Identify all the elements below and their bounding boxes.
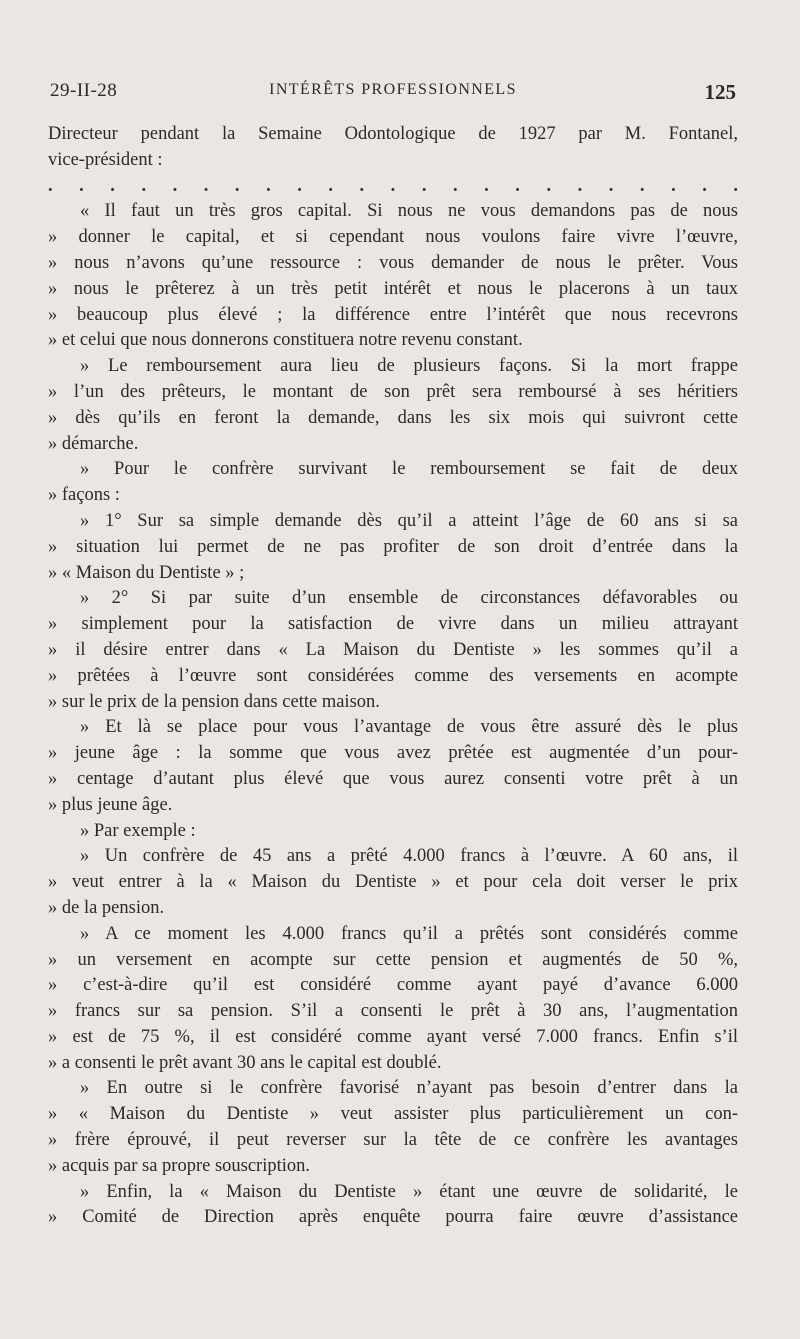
text-line: » façons : [48,485,120,506]
text-line: » « Maison du Dentiste » veut assister plus particulièrement un con- [48,1104,738,1125]
text-line: Directeur pendant la Semaine Odontologique de 1927 par M. Fontanel, [48,124,738,144]
text-line: » et celui que nous donnerons constituera notre revenu constant. [48,330,523,351]
text-line: » un versement en acompte sur cette pension et augmentés de 50 %, [48,949,738,970]
text-line: » sur le prix de la pension dans cette maison. [48,691,380,712]
text-line: » situation lui permet de ne pas profiter de son droit d’entrée dans la [48,536,738,557]
text-line: » est de 75 %, il est considéré comme ayant versé 7.000 francs. Enfin s’il [48,1026,738,1047]
text-line: » Pour le confrère survivant le remboursement se fait de deux [80,459,738,480]
text-line: » En outre si le confrère favorisé n’ayant pas besoin d’entrer dans la [80,1078,738,1099]
text-line: » Le remboursement aura lieu de plusieurs façons. Si la mort frappe [80,356,738,377]
text-line: » acquis par sa propre souscription. [48,1155,311,1176]
body-text [48,122,738,1231]
text-line: » c’est-à-dire qu’il est considéré comme ayant payé d’avance 6.000 [48,975,738,996]
text-line: » 1° Sur sa simple demande dès qu’il a atteint l’âge de 60 ans si sa [80,510,738,531]
text-line: » nous le prêterez à un très petit intérêt et nous le placerons à un taux [48,278,738,299]
text-line: » Par exemple : [80,820,196,841]
text-line: » de la pension. [48,897,165,918]
running-header [50,80,736,108]
text-line: » Enfin, la « Maison du Dentiste » étant une œuvre de solidarité, le [80,1181,738,1202]
text-line: vice-président : [48,149,163,170]
ellipsis-separator: . . . . . . . . . . . . . . . . . . . . . . . [48,175,738,196]
text-line: » donner le capital, et si cependant nous voulons faire vivre l’œuvre, [48,227,738,248]
text-line: » francs sur sa pension. S’il a consenti le prêt à 30 ans, l’augmentation [48,1001,738,1022]
text-line: » nous n’avons qu’une ressource : vous demander de nous le prêter. Vous [48,252,738,273]
text-line: » veut entrer à la « Maison du Dentiste » et pour cela doit verser le prix [48,872,738,893]
text-line: » dès qu’ils en feront la demande, dans les six mois qui suivront cette [48,407,738,428]
text-line: « Il faut un très gros capital. Si nous ne vous demandons pas de nous [80,201,738,222]
text-line: » 2° Si par suite d’un ensemble de circonstances défavorables ou [80,588,738,609]
header-title: INTÉRÊTS PROFESSIONNELS [269,81,517,98]
text-line: » jeune âge : la somme que vous avez prêtée est augmentée d’un pour- [48,743,738,764]
text-line: » frère éprouvé, il peut reverser sur la tête de ce confrère les avantages [48,1130,738,1151]
text-line: » beaucoup plus élevé ; la différence entre l’intérêt que nous recevrons [48,304,738,325]
text-line: » démarche. [48,433,139,454]
text-line: » simplement pour la satisfaction de vivre dans un milieu attrayant [48,614,738,635]
text-line: » l’un des prêteurs, le montant de son prêt sera remboursé à ses héritiers [48,381,738,402]
text-line: » prêtées à l’œuvre sont considérées comme des versements en acompte [48,665,738,686]
text-line: » centage d’autant plus élevé que vous aurez consenti votre prêt à un [48,768,738,789]
text-line: » Un confrère de 45 ans a prêté 4.000 francs à l’œuvre. A 60 ans, il [80,846,738,867]
text-line: » Et là se place pour vous l’avantage de vous être assuré dès le plus [80,717,738,738]
text-line: » Comité de Direction après enquête pourra faire œuvre d’assistance [48,1207,738,1228]
text-line: » « Maison du Dentiste » ; [48,562,245,583]
text-line: » il désire entrer dans « La Maison du Dentiste » les sommes qu’il a [48,639,738,660]
text-line: » plus jeune âge. [48,794,173,815]
page-number: 125 [704,80,736,104]
header-date: 29-II-28 [50,80,118,101]
text-line: » a consenti le prêt avant 30 ans le capital est doublé. [48,1052,442,1073]
text-line: » A ce moment les 4.000 francs qu’il a prêtés sont considérés comme [80,923,738,944]
